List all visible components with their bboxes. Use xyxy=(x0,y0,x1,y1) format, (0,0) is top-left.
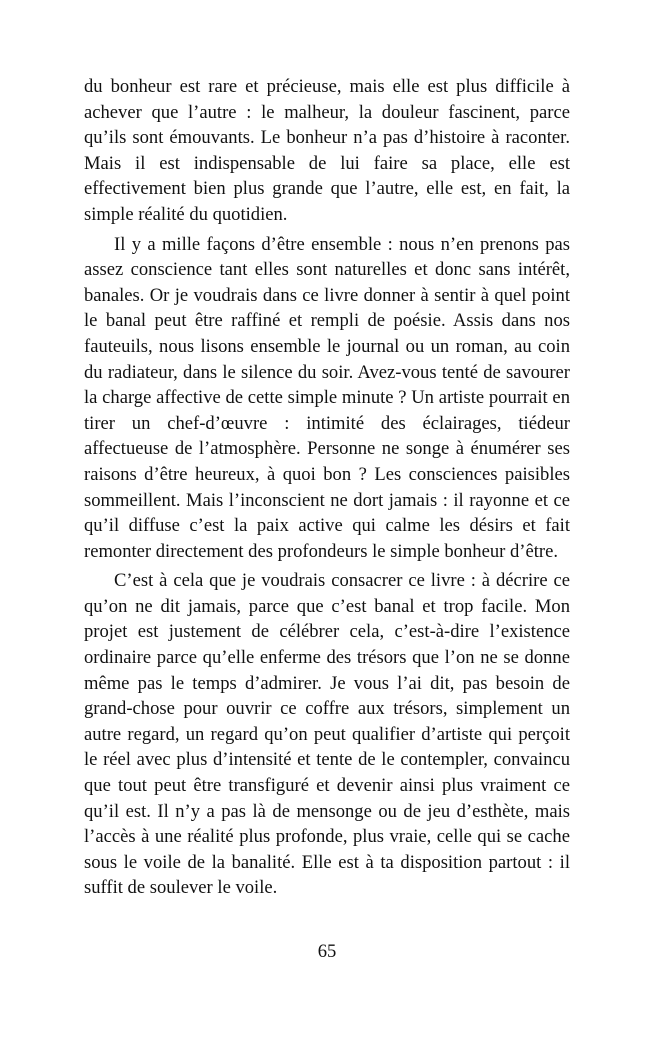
paragraph-book-purpose: C’est à cela que je voudrais consacrer ce livre : à décrire ce qu’on ne dit jamais, parce que c’est banal et trop facile. Mon projet est justement de célébrer cela, c’est-à-dire l’existence ordinaire parce qu’elle enferme des trésors que l’on ne se donne même pas le temps d’admirer. Je vous l’ai dit, pas besoin de grand-chose pour ouvrir ce coffre aux trésors, simplement un autre regard, un regard qu’on peut qualifier d’artiste qui perçoit le réel avec plus d’intensité et tente de le contempler, convaincu que tout peut être transfiguré et devenir ainsi plus vraiment ce qu’il est. Il n’y a pas là de mensonge ou de jeu d’esthète, mais l’accès à une réalité plus profonde, plus vraie, celle qui se cache sous le voile de la banalité. Elle est à ta disposition partout : il suffit de soulever le voile. xyxy=(84,570,570,899)
page-body xyxy=(84,74,570,901)
page-number: 65 xyxy=(317,941,337,962)
paragraph-ways-of-being-together: Il y a mille façons d’être ensemble : nous n’en prenons pas assez conscience tant elles sont naturelles et donc sans intérêt, banales. Or je voudrais dans ce livre donner à sentir à quel point le banal peut être raffiné et rempli de poésie. Assis dans nos fauteuils, nous lisons ensemble le journal ou un roman, au coin du radiateur, dans le silence du soir. Avez-vous tenté de savourer la charge affective de cette simple minute ? Un artiste pourrait en tirer un chef-d’œuvre : intimité des éclairages, tiédeur affectueuse de l’atmosphère. Personne ne songe à énumérer ses raisons d’être heureux, à quoi bon ? Les consciences paisibles sommeillent. Mais l’inconscient ne dort jamais : il rayonne et ce qu’il diffuse c’est la paix active qui calme les désirs et fait remonter directement des profondeurs le simple bonheur d’être. xyxy=(84,233,570,562)
paragraph-continuation: du bonheur est rare et précieuse, mais elle est plus difficile à achever que l’autre : le malheur, la douleur fascinent, parce qu’ils sont émouvants. Le bonheur n’a pas d’histoire à raconter. Mais il est indispensable de lui faire sa place, elle est effectivement bien plus grande que l’autre, elle est, en fait, la simple réalité du quotidien. xyxy=(84,76,570,225)
